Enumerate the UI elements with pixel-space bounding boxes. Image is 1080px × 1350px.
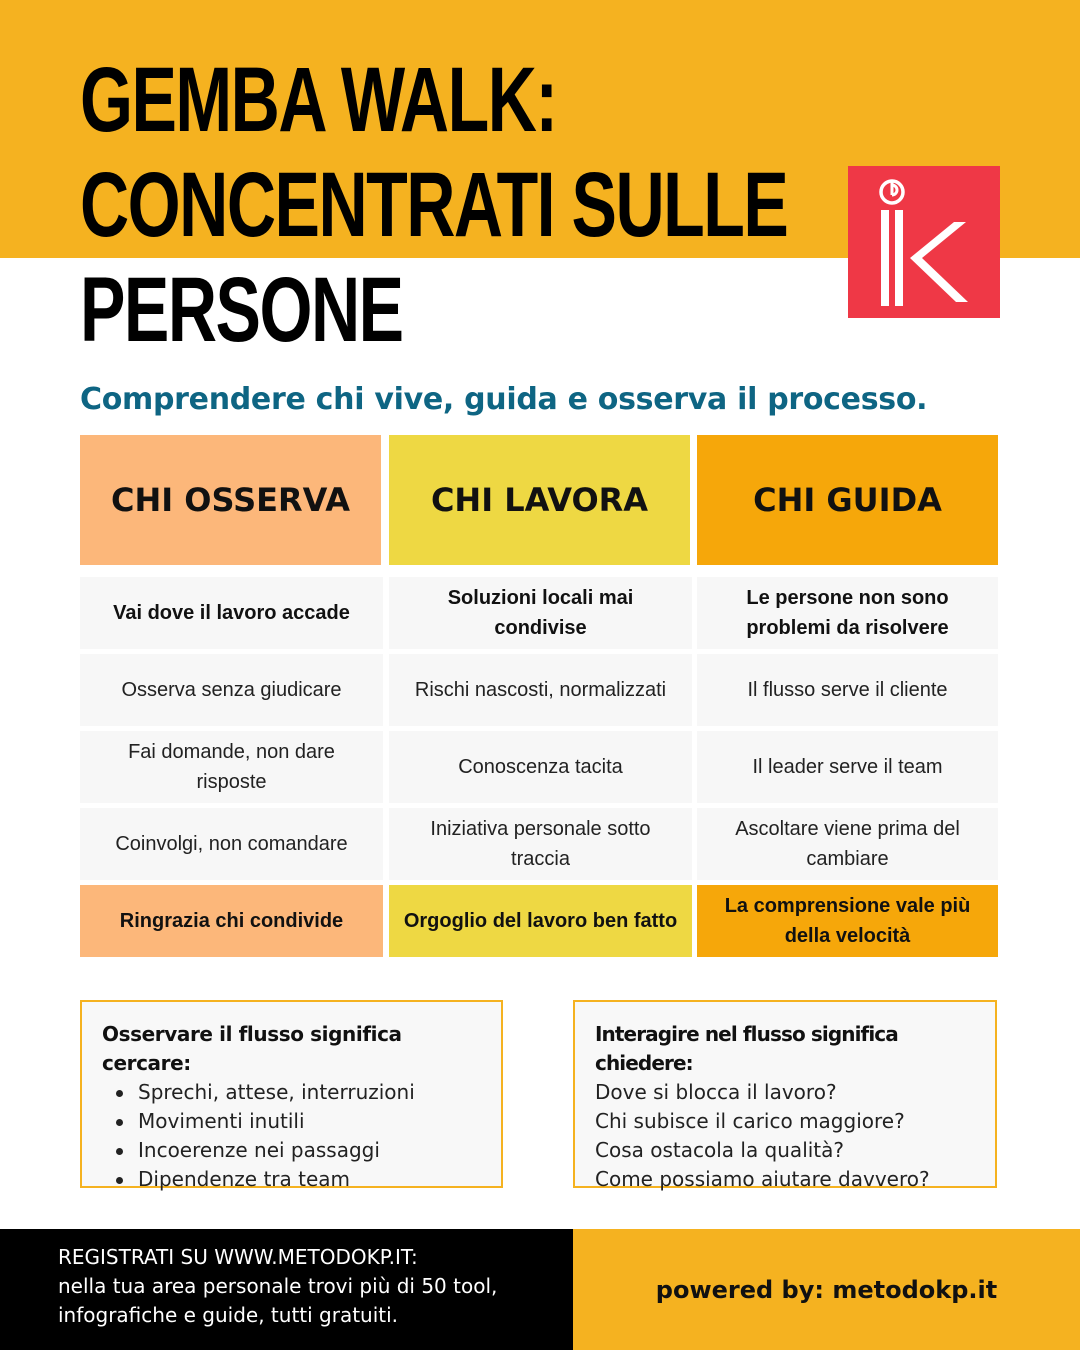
bullet-icon	[116, 1090, 123, 1097]
interact-heading: Interagire nel flusso significa chiedere:	[595, 1022, 898, 1075]
subtitle: Comprendere chi vive, guida e osserva il processo.	[80, 382, 928, 417]
footer-register-line: nella tua area personale trovi più di 50 tool,	[58, 1274, 498, 1298]
header-chi-osserva: CHI OSSERVA	[80, 435, 381, 565]
observe-heading: Osservare il flusso significa cercare:	[102, 1022, 402, 1075]
table-cell: Ringrazia chi condivide	[80, 885, 383, 957]
table-cell: Rischi nascosti, normalizzati	[389, 654, 692, 726]
bullet-icon	[116, 1119, 123, 1126]
list-item-text: Movimenti inutili	[138, 1109, 305, 1133]
observe-box	[80, 1000, 503, 1191]
table-cell: Ascoltare viene prima del cambiare	[697, 808, 998, 880]
list-item	[102, 1165, 481, 1194]
table-cell: Il leader serve il team	[697, 731, 998, 803]
list-item	[102, 1107, 481, 1136]
title-line-1: GEMBA WALK:	[80, 49, 557, 151]
list-item-text: Incoerenze nei passaggi	[138, 1138, 380, 1162]
table-cell: Le persone non sono problemi da risolvere	[697, 577, 998, 649]
header-chi-lavora: CHI LAVORA	[389, 435, 690, 565]
table-cell: Il flusso serve il cliente	[697, 654, 998, 726]
list-item	[102, 1078, 481, 1107]
powered-by: powered by: metodokp.it	[573, 1229, 1080, 1350]
interact-box	[573, 1000, 997, 1191]
list-item	[102, 1136, 481, 1165]
interact-question: Cosa ostacola la qualità?	[595, 1138, 845, 1162]
bullet-icon	[116, 1177, 123, 1184]
table-cell: Soluzioni locali mai condivise	[389, 577, 692, 649]
metodokp-ik-logo-icon	[848, 166, 1000, 318]
table-cell: Iniziativa personale sotto traccia	[389, 808, 692, 880]
list-item-text: Dipendenze tra team	[138, 1167, 351, 1191]
table-cell: Orgoglio del lavoro ben fatto	[389, 885, 692, 957]
page-title	[80, 48, 820, 363]
table-cell: Fai domande, non dare risposte	[80, 731, 383, 803]
table-cell: Osserva senza giudicare	[80, 654, 383, 726]
title-line-3: PERSONE	[80, 259, 403, 361]
bullet-icon	[116, 1148, 123, 1155]
interact-question: Chi subisce il carico maggiore?	[595, 1109, 905, 1133]
table-cell: Vai dove il lavoro accade	[80, 577, 383, 649]
footer-register	[0, 1229, 573, 1350]
interact-question: Come possiamo aiutare davvero?	[595, 1167, 930, 1191]
title-line-2: CONCENTRATI SULLE	[80, 154, 788, 256]
table-cell: La comprensione vale più della velocità	[697, 885, 998, 957]
footer-register-line: infografiche e guide, tutti gratuiti.	[58, 1303, 399, 1327]
footer-register-line: REGISTRATI SU WWW.METODOKP.IT:	[58, 1245, 418, 1269]
list-item-text: Sprechi, attese, interruzioni	[138, 1080, 415, 1104]
interact-question: Dove si blocca il lavoro?	[595, 1080, 837, 1104]
table-cell: Coinvolgi, non comandare	[80, 808, 383, 880]
observe-list	[102, 1078, 481, 1194]
table-cell: Conoscenza tacita	[389, 731, 692, 803]
header-chi-guida: CHI GUIDA	[697, 435, 998, 565]
